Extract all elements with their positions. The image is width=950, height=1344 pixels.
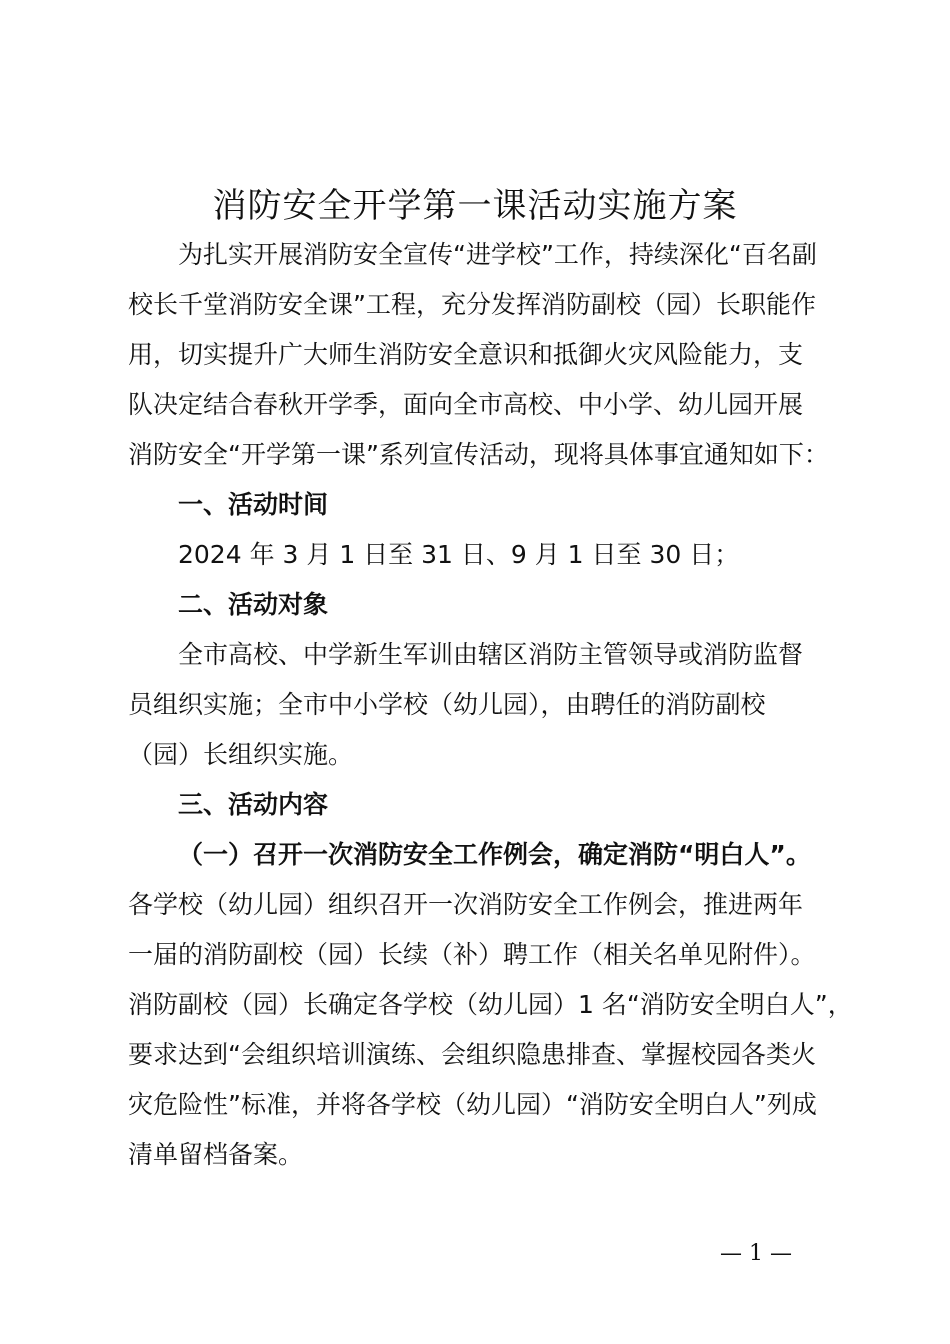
intro-line: 队决定结合春秋开学季，面向全市高校、中小学、幼儿园开展	[128, 390, 804, 419]
intro-line: 校长千堂消防安全课”工程，充分发挥消防副校（园）长职能作	[128, 290, 816, 319]
intro-line: 为扎实开展消防安全宣传“进学校”工作，持续深化“百名副	[178, 240, 817, 269]
section-content-line: 清单留档备案。	[128, 1140, 304, 1169]
section-content-line: 各学校（幼儿园）组织召开一次消防安全工作例会，推进两年	[128, 890, 804, 919]
section-content-line: 消防副校（园）长确定各学校（幼儿园）1 名“消防安全明白人”，	[128, 990, 853, 1019]
page-number: — 1 —	[720, 1241, 792, 1266]
section-heading-target: 二、活动对象	[178, 590, 329, 619]
section-content-line: 灾危险性”标准，并将各学校（幼儿园）“消防安全明白人”列成	[128, 1090, 817, 1119]
section-heading-content: 三、活动内容	[178, 790, 329, 819]
document-title: 消防安全开学第一课活动实施方案	[212, 186, 738, 226]
section-content-subheading: （一）召开一次消防安全工作例会，确定消防“明白人”。	[178, 840, 811, 869]
intro-line: 用，切实提升广大师生消防安全意识和抵御火灾风险能力，支	[128, 340, 804, 369]
section-content-line: 一届的消防副校（园）长续（补）聘工作（相关名单见附件）。	[128, 940, 816, 969]
section-content-line: 要求达到“会组织培训演练、会组织隐患排查、掌握校园各类火	[128, 1040, 816, 1069]
section-heading-time: 一、活动时间	[178, 490, 329, 519]
intro-line: 消防安全“开学第一课”系列宣传活动，现将具体事宜通知如下：	[128, 440, 829, 469]
section-time-text: 2024 年 3 月 1 日至 31 日、9 月 1 日至 30 日；	[178, 540, 740, 569]
section-target-line: （园）长组织实施。	[128, 740, 354, 769]
section-target-line: 员组织实施；全市中小学校（幼儿园），由聘任的消防副校	[128, 690, 766, 719]
section-target-line: 全市高校、中学新生军训由辖区消防主管领导或消防监督	[178, 640, 804, 669]
